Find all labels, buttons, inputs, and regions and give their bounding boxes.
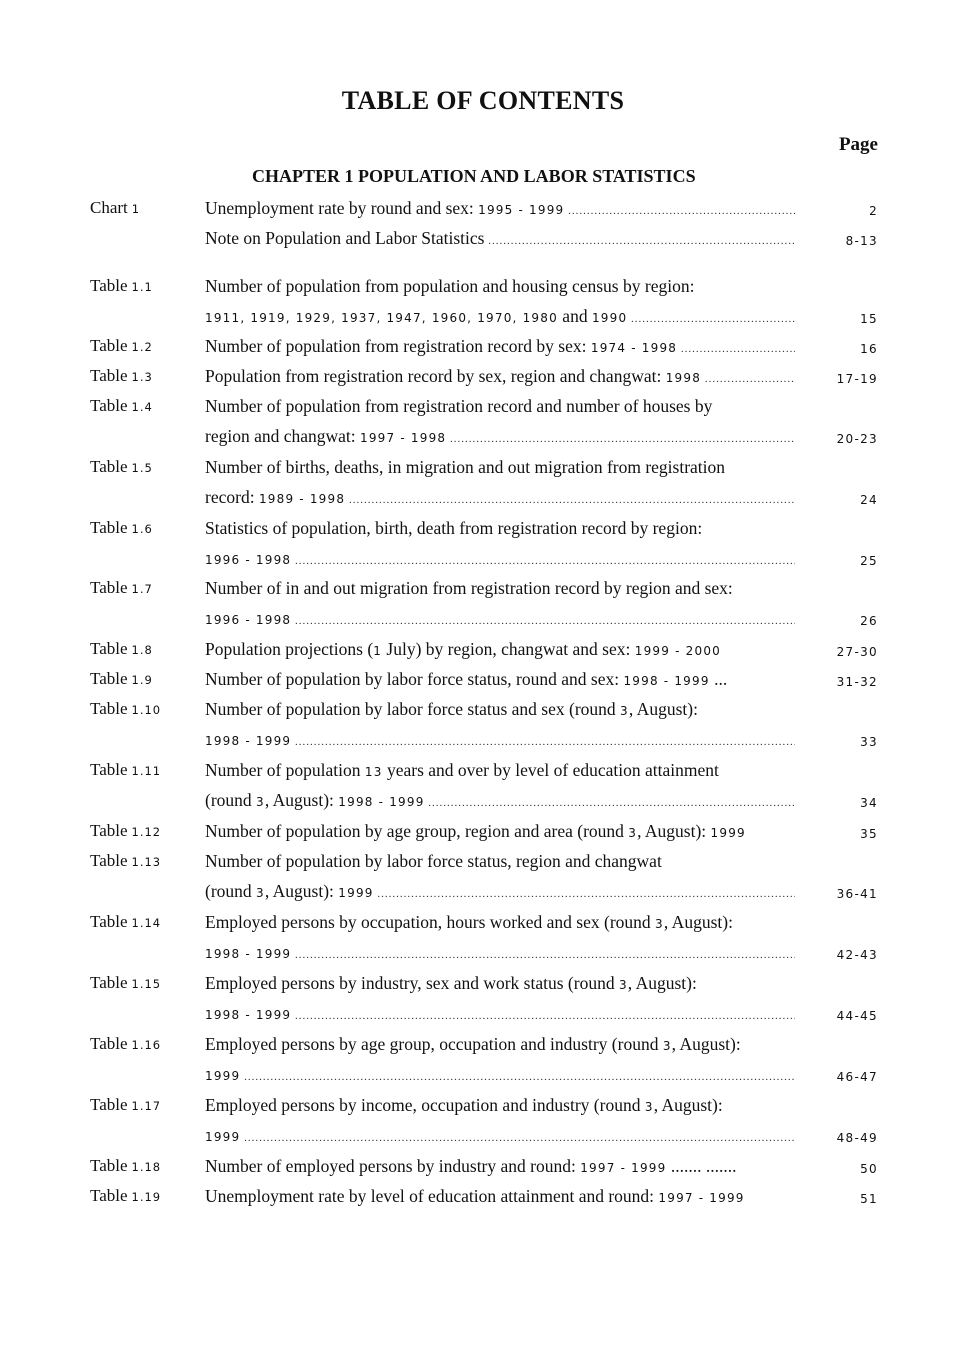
entry-number: 1.2 <box>131 340 153 354</box>
entry-title-line: Employed persons by income, occupation and industry (round 3, August): <box>205 1095 723 1115</box>
entry-title-line: Number of population by labor force status, round and sex: 1998 - 1999 ... <box>205 669 728 689</box>
entry-title-line: Population from registration record by sex, region and changwat: 1998 ..... <box>205 366 795 387</box>
entry-title-line: Number of population by labor force status, region and changwat <box>205 851 662 871</box>
entry-title-line: Note on Population and Labor Statistics ..... <box>205 228 795 249</box>
entry-label: Table 1.15 <box>90 973 162 992</box>
entry-label: Table 1.16 <box>90 1034 162 1053</box>
entry-number: 1.10 <box>131 703 162 717</box>
entry-title-line: Number of employed persons by industry and round: 1997 - 1999 ....... ....... <box>205 1156 737 1176</box>
entry-title-line: Unemployment rate by round and sex: 1995 - 1999 ..... <box>205 198 795 219</box>
page-number: 42-43 <box>836 948 878 962</box>
entry-title-line: Number of population from registration record and number of houses by <box>205 396 713 416</box>
page-number: 27-30 <box>836 645 878 659</box>
entry-label: Table 1.19 <box>90 1186 162 1205</box>
entry-label: Chart 1 <box>90 198 141 217</box>
entry-number: 1.12 <box>131 825 162 839</box>
entry-title-line: 1998 - 1999 ..... <box>205 1003 795 1024</box>
entry-number: 1.4 <box>131 400 153 414</box>
entry-number: 1.18 <box>131 1160 162 1174</box>
page-number: 46-47 <box>836 1070 878 1084</box>
entry-label: Table 1.6 <box>90 518 153 537</box>
entry-title-line: Number of population by labor force status and sex (round 3, August): <box>205 699 698 719</box>
entry-title-line: Number of population 13 years and over by level of education attainment <box>205 760 719 780</box>
entry-number: 1.1 <box>131 280 153 294</box>
page-number: 36-41 <box>836 887 878 901</box>
page-number: 25 <box>860 554 878 568</box>
entry-number: 1.3 <box>131 370 153 384</box>
page-number: 24 <box>860 493 878 507</box>
entry-title-line: Number of population by age group, region and area (round 3, August): 1999 <box>205 821 746 841</box>
entry-title-line: Employed persons by industry, sex and work status (round 3, August): <box>205 973 697 993</box>
entry-title-line: (round 3, August): 1999 ..... <box>205 881 795 902</box>
entry-number: 1.11 <box>131 764 162 778</box>
entry-label: Table 1.3 <box>90 366 153 385</box>
page-number: 51 <box>860 1192 878 1206</box>
entry-number: 1.8 <box>131 643 153 657</box>
entry-number: 1.13 <box>131 855 162 869</box>
entry-title-line: Statistics of population, birth, death from registration record by region: <box>205 518 703 538</box>
entry-number: 1.16 <box>131 1038 162 1052</box>
entry-label: Table 1.7 <box>90 578 153 597</box>
page-number: 15 <box>860 312 878 326</box>
entry-number: 1.9 <box>131 673 153 687</box>
entry-label: Table 1.10 <box>90 699 162 718</box>
entry-title-line: (round 3, August): 1998 - 1999 ..... <box>205 790 795 811</box>
entry-number: 1.5 <box>131 461 153 475</box>
entry-number: 1 <box>131 202 141 216</box>
page-number: 35 <box>860 827 878 841</box>
entry-title-line: 1996 - 1998 ..... <box>205 548 795 569</box>
page-number: 8-13 <box>845 234 878 248</box>
entry-label: Table 1.14 <box>90 912 162 931</box>
entry-label: Table 1.2 <box>90 336 153 355</box>
entry-label: Table 1.1 <box>90 276 153 295</box>
page-number: 33 <box>860 735 878 749</box>
entry-label: Table 1.12 <box>90 821 162 840</box>
entry-number: 1.15 <box>131 977 162 991</box>
page-number: 20-23 <box>836 432 878 446</box>
entry-number: 1.7 <box>131 582 153 596</box>
entry-label: Table 1.8 <box>90 639 153 658</box>
entry-label: Table 1.17 <box>90 1095 162 1114</box>
entry-title-line: 1996 - 1998 ..... <box>205 608 795 629</box>
entry-label: Table 1.4 <box>90 396 153 415</box>
entry-label: Table 1.18 <box>90 1156 162 1175</box>
entry-title-line: Number of population from registration record by sex: 1974 - 1998 ..... <box>205 336 795 357</box>
entry-title-line: 1998 - 1999 ..... <box>205 942 795 963</box>
page-number: 17-19 <box>836 372 878 386</box>
entry-label: Table 1.5 <box>90 457 153 476</box>
page-number: 48-49 <box>836 1131 878 1145</box>
page-number: 26 <box>860 614 878 628</box>
entry-label: Table 1.11 <box>90 760 162 779</box>
entry-title-line: 1999 ..... <box>205 1125 795 1146</box>
page-number: 34 <box>860 796 878 810</box>
page-number: 50 <box>860 1162 878 1176</box>
entry-number: 1.19 <box>131 1190 162 1204</box>
entry-number: 1.6 <box>131 522 153 536</box>
entry-title-line: region and changwat: 1997 - 1998 ..... <box>205 426 795 447</box>
entry-label: Table 1.9 <box>90 669 153 688</box>
entry-number: 1.17 <box>131 1099 162 1113</box>
entry-title-line: Employed persons by occupation, hours worked and sex (round 3, August): <box>205 912 733 932</box>
entry-title-line: Number of in and out migration from registration record by region and sex: <box>205 578 733 598</box>
entry-title-line: Employed persons by age group, occupation and industry (round 3, August): <box>205 1034 741 1054</box>
page-number: 31-32 <box>836 675 878 689</box>
entry-label: Table 1.13 <box>90 851 162 870</box>
entry-number: 1.14 <box>131 916 162 930</box>
entry-title-line: Unemployment rate by level of education attainment and round: 1997 - 1999 <box>205 1186 745 1206</box>
entry-title-line: 1999 ..... <box>205 1064 795 1085</box>
entry-title-line: 1998 - 1999 ..... <box>205 729 795 750</box>
page-number: 44-45 <box>836 1009 878 1023</box>
page-number: 2 <box>869 204 878 218</box>
chapter-heading: CHAPTER 1 POPULATION AND LABOR STATISTICS <box>252 166 696 186</box>
entry-title-line: Population projections (1 July) by region, changwat and sex: 1999 - 2000 <box>205 639 721 659</box>
page-column-header: Page <box>838 134 878 155</box>
entry-title-line: Number of births, deaths, in migration and out migration from registration <box>205 457 726 477</box>
entry-title-line: Number of population from population and housing census by region: <box>205 276 695 296</box>
entry-title-line: record: 1989 - 1998 ..... <box>205 487 795 508</box>
entry-title-line: 1911, 1919, 1929, 1937, 1947, 1960, 1970, 1980 and 1990 ..... <box>205 306 795 327</box>
page-number: 16 <box>860 342 878 356</box>
page-title: TABLE OF CONTENTS <box>341 86 625 115</box>
